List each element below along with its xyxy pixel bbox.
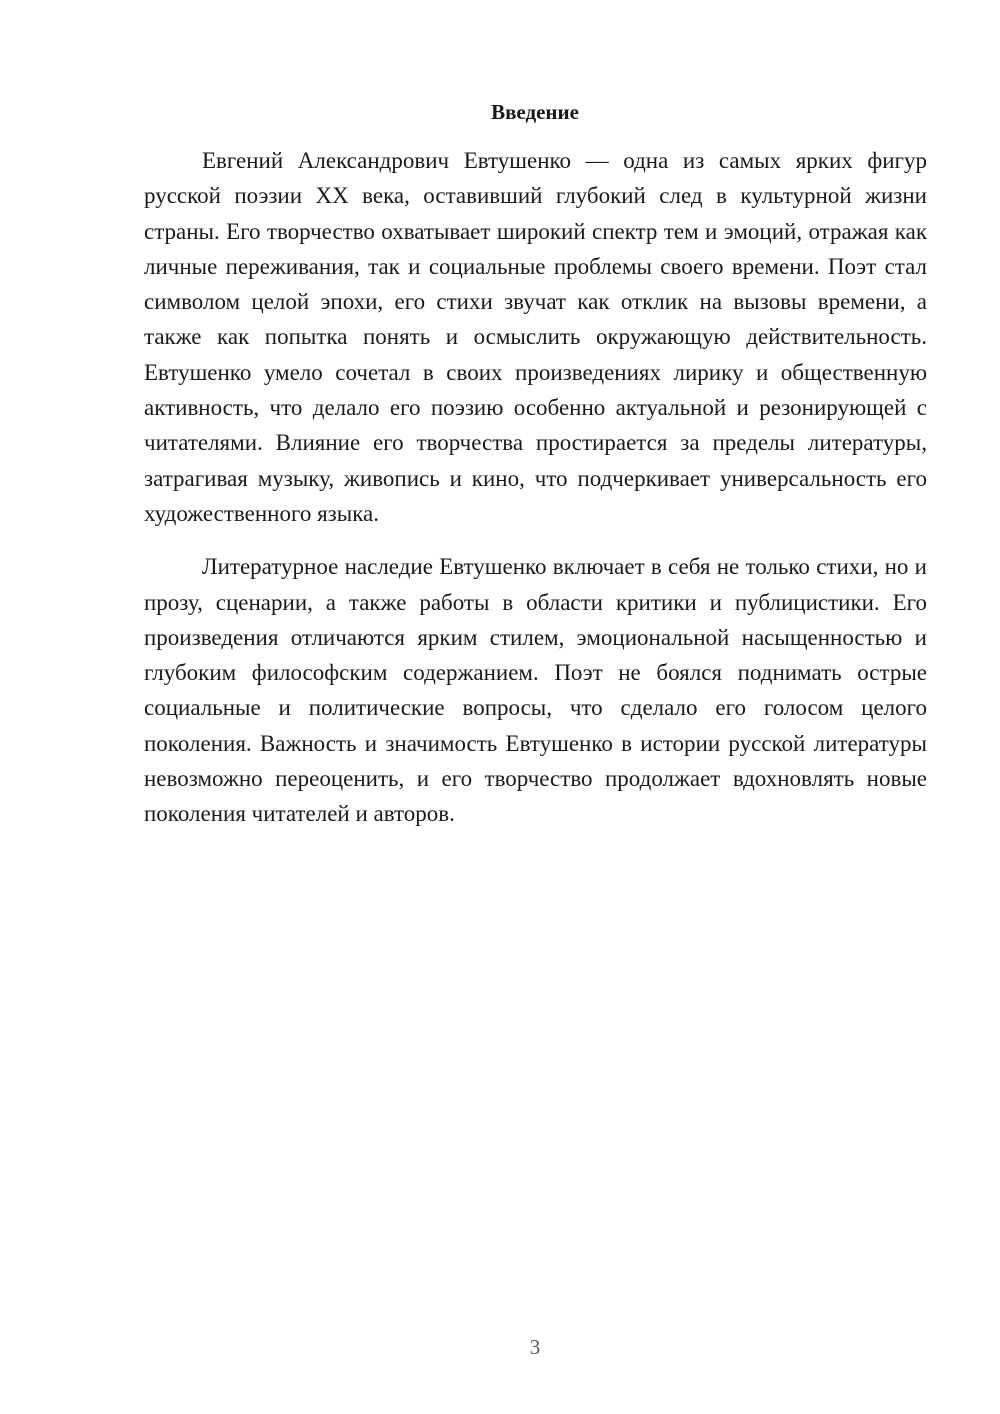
section-heading: Введение — [491, 100, 579, 124]
body-text — [144, 143, 927, 832]
paragraph-1: Евгений Александрович Евтушенко — одна из самых ярких фигур русской поэзии XX века, оставивший глубокий след в культурной жизни страны. Его творчество охватывает широкий спектр тем и эмоций, отражая как личные переживания, так и социальные проблемы своего времени. Поэт стал символом целой эпохи, его стихи звучат как отклик на вызовы времени, а также как попытка понять и осмыслить окружающую действительность. Евтушенко умело сочетал в своих произведениях лирику и общественную активность, что делало его поэзию особенно актуальной и резонирующей с читателями. Влияние его творчества простирается за пределы литературы, затрагивая музыку, живопись и кино, что подчеркивает универсальность его художественного языка. — [144, 148, 927, 526]
page-number: 3 — [529, 1335, 541, 1359]
paragraph-2: Литературное наследие Евтушенко включает в себя не только стихи, но и прозу, сценарии, а также работы в области критики и публицистики. Его произведения отличаются ярким стилем, эмоциональной насыщенностью и глубоким философским содержанием. Поэт не боялся поднимать острые социальные и политические вопросы, что сделало его голосом целого поколения. Важность и значимость Евтушенко в истории русской литературы невозможно переоценить, и его творчество продолжает вдохновлять новые поколения читателей и авторов. — [144, 554, 927, 827]
